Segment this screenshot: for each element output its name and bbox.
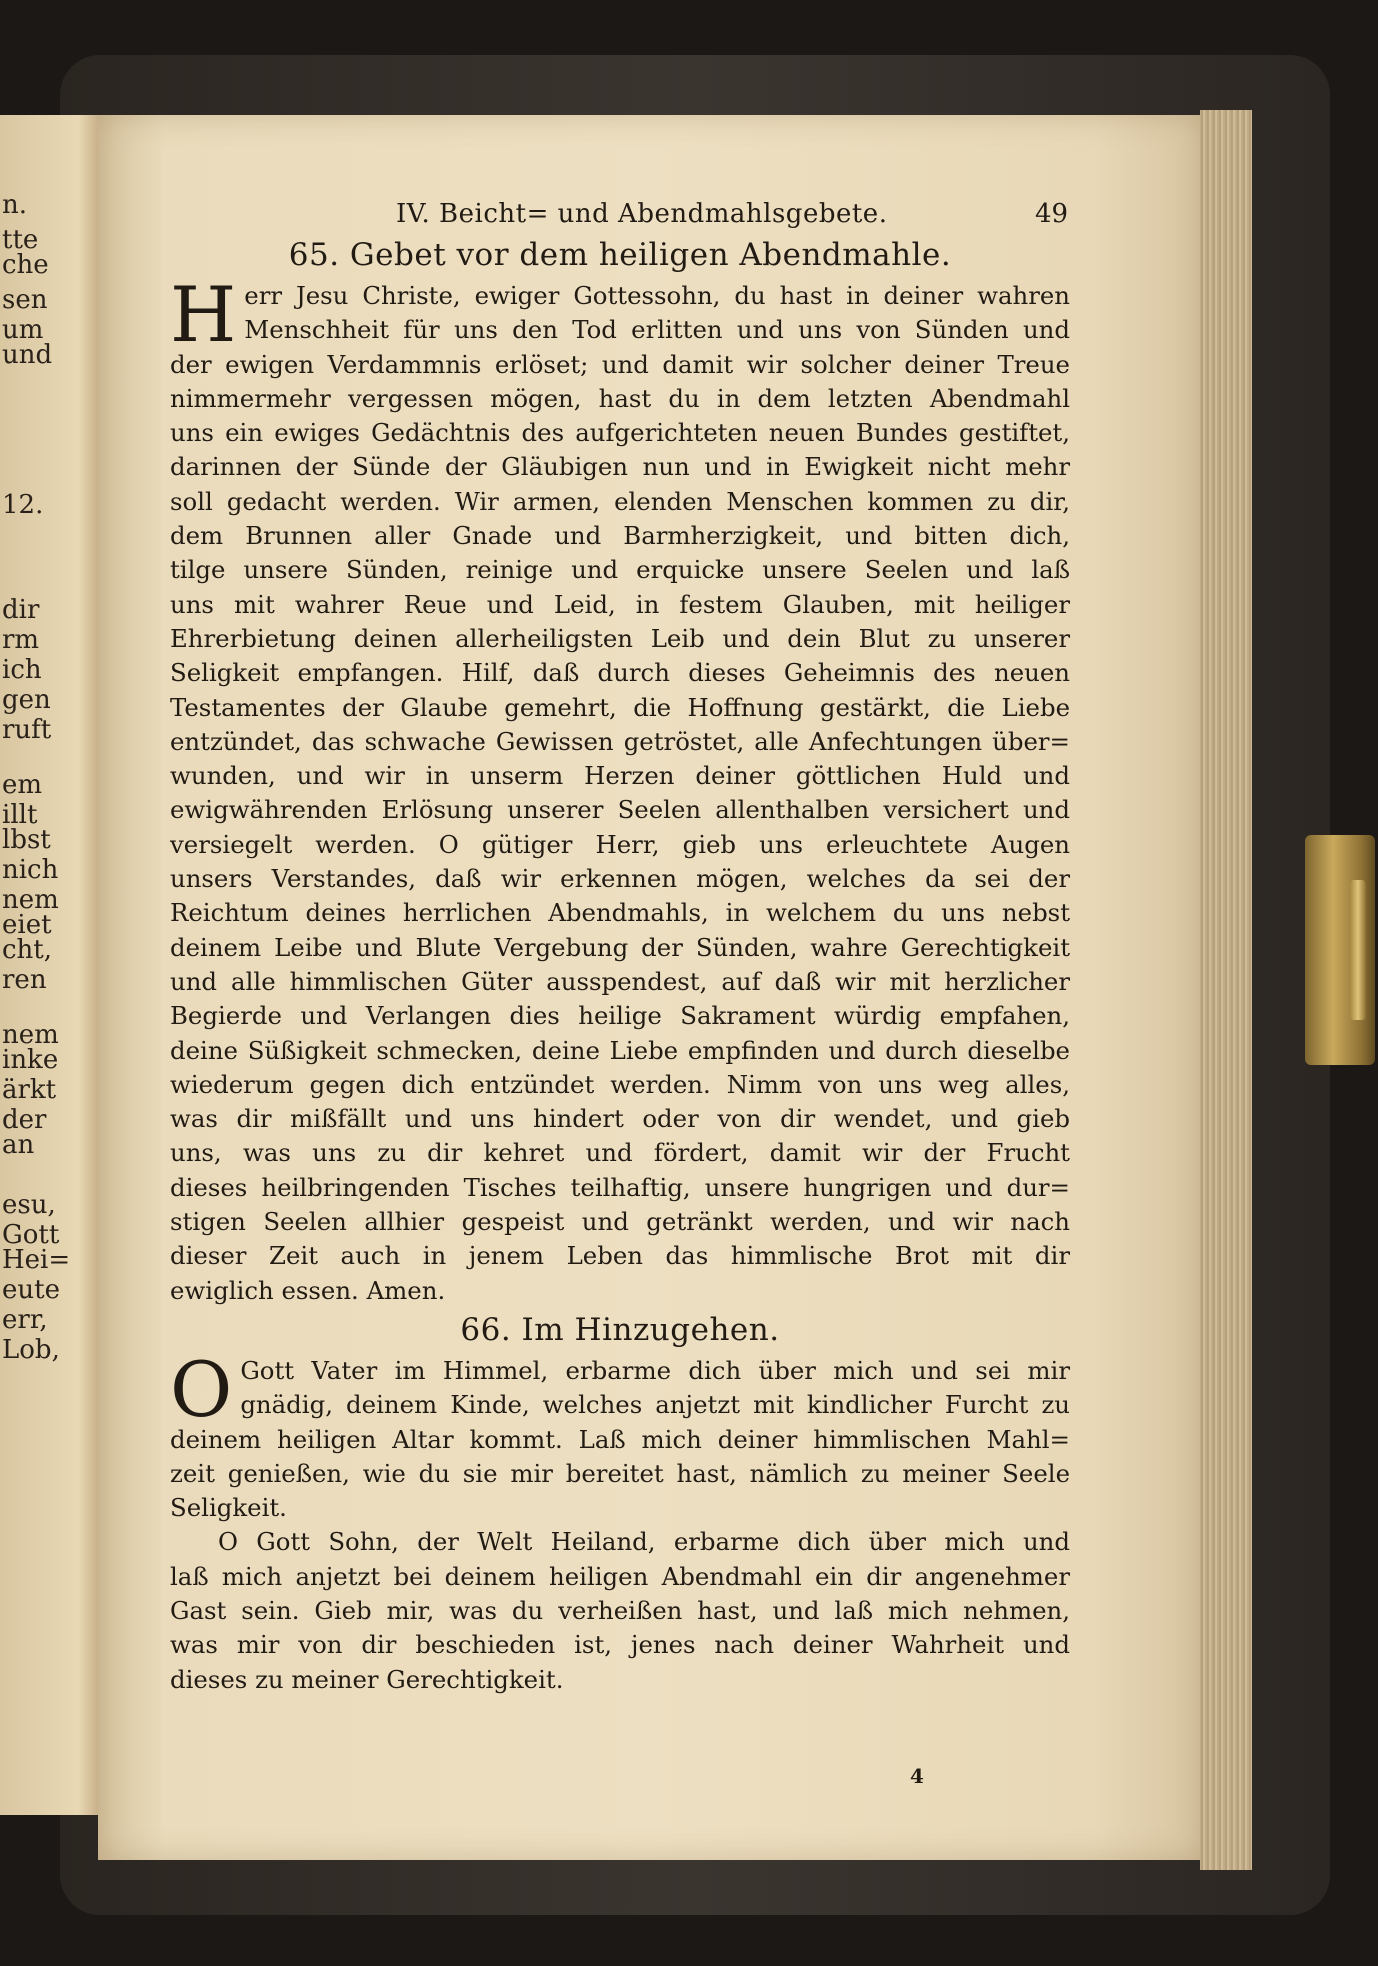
clasp-pin <box>1350 880 1366 1020</box>
text-line: Begierde und Verlangen dies heilige Sakrament würdig empfahen, <box>170 1001 1070 1031</box>
text-line: und alle himmlischen Güter ausspendest, auf daß wir mit herzlicher <box>170 966 1070 996</box>
left-page-fragment: rm <box>2 625 40 655</box>
text-line: Reichtum deines herrlichen Abendmahls, in welchem du uns nebst <box>170 898 1070 928</box>
left-page-fragment: nem <box>2 1020 59 1050</box>
left-page-fragment: esu, <box>2 1190 56 1220</box>
text-line: err Jesu Christe, ewiger Gottessohn, du hast in deiner wahren <box>244 281 1070 310</box>
text-line: entzündet, das schwache Gewissen getröstet, alle Anfechtungen über= <box>170 726 1070 756</box>
left-page-fragment: an <box>2 1130 35 1160</box>
left-page-fragment: che <box>2 250 49 280</box>
left-page-fragment: ich <box>2 655 42 685</box>
left-page-fragment: Hei= <box>2 1245 71 1275</box>
left-page-fragment: ruft <box>2 715 52 745</box>
left-page-fragment: err, <box>2 1305 48 1335</box>
left-page-fragment: n. <box>2 190 28 220</box>
text-line: tilge unsere Sünden, reinige und erquicke unsere Seelen und laß <box>170 555 1070 585</box>
text-line: uns, was uns zu dir kehret und fördert, damit wir der Frucht <box>170 1138 1070 1168</box>
header-title: IV. Beicht= und Abendmahlsgebete. <box>396 199 888 229</box>
text-line: ewigwährenden Erlösung unserer Seelen allenthalben versichert und <box>170 795 1070 825</box>
text-line: laß mich anjetzt bei deinem heiligen Abendmahl ein dir angenehmer <box>170 1561 1070 1591</box>
left-page-fragment: eiet <box>2 910 52 940</box>
text-line: deine Süßigkeit schmecken, deine Liebe empfinden und durch dieselbe <box>170 1035 1070 1065</box>
left-page-fragment: um <box>2 315 44 345</box>
left-page-fragment: em <box>2 770 43 800</box>
dropcap: H <box>170 270 237 359</box>
left-page-fragment: ärkt <box>2 1075 57 1105</box>
text-line: Ehrerbietung deinen allerheiligsten Leib und dein Blut zu unserer <box>170 623 1070 653</box>
text-line: dieses heilbringenden Tisches teilhaftig, unsere hungrigen und dur= <box>170 1172 1070 1202</box>
left-page-fragment: dir <box>2 595 40 625</box>
section-65-title: 65. Gebet vor dem heiligen Abendmahle. <box>288 237 952 273</box>
text-line: was dir mißfällt und uns hindert oder von dir wendet, und gieb <box>170 1104 1070 1134</box>
text-line: stigen Seelen allhier gespeist und getränkt werden, und wir nach <box>170 1207 1070 1237</box>
left-page-fragment: nem <box>2 885 59 915</box>
left-page-fragment: tte <box>2 225 39 255</box>
left-page-edge <box>0 115 98 1815</box>
left-page-fragment: eute <box>2 1275 60 1305</box>
text-line: der ewigen Verdammnis erlöset; und damit wir solcher deiner Treue <box>170 349 1070 379</box>
text-line: uns mit wahrer Reue und Leid, in festem Glauben, mit heiliger <box>170 589 1070 619</box>
left-page-fragment: inke <box>2 1045 59 1075</box>
text-line: zeit genießen, wie du sie mir bereitet hast, nämlich zu meiner Seele <box>170 1458 1070 1488</box>
text-line: soll gedacht werden. Wir armen, elenden Menschen kommen zu dir, <box>170 486 1070 516</box>
left-page-fragment: nich <box>2 855 59 885</box>
page-number: 49 <box>1035 199 1069 229</box>
text-line: Testamentes der Glaube gemehrt, die Hoffnung gestärkt, die Liebe <box>170 692 1070 722</box>
text-line: Seligkeit empfangen. Hilf, daß durch dieses Geheimnis des neuen <box>170 658 1070 688</box>
text-line: darinnen der Sünde der Gläubigen nun und in Ewigkeit nicht mehr <box>170 452 1070 482</box>
left-page-fragment: illt <box>2 800 38 830</box>
text-line: wunden, und wir in unserm Herzen deiner göttlichen Huld und <box>170 761 1070 791</box>
signature-mark: 4 <box>910 1764 924 1788</box>
text-line: Menschheit für uns den Tod erlitten und uns von Sünden und <box>244 315 1070 345</box>
section-66-body <box>170 1344 1070 1697</box>
text-line: deinem heiligen Altar kommt. Laß mich deiner himmlischen Mahl= <box>170 1424 1070 1454</box>
left-page-fragment: lbst <box>2 825 51 855</box>
page-edges <box>1200 110 1252 1870</box>
text-line: versiegelt werden. O gütiger Herr, gieb uns erleuchtete Augen <box>170 829 1070 859</box>
section-66-title: 66. Im Hinzugehen. <box>460 1311 780 1348</box>
left-page-fragment: Lob, <box>2 1335 60 1365</box>
text-line: gnädig, deinem Kinde, welches anjetzt mit kindlicher Furcht zu <box>240 1390 1070 1420</box>
text-line: unsers Verstandes, daß wir erkennen mögen, welches da sei der <box>170 864 1070 894</box>
text-line: Gott Vater im Himmel, erbarme dich über mich und sei mir <box>240 1355 1070 1385</box>
text-line: was mir von dir beschieden ist, jenes nach deiner Wahrheit und <box>170 1630 1070 1660</box>
section-65-body <box>170 270 1070 1308</box>
left-page-fragment: sen <box>2 285 48 315</box>
text-line: nimmermehr vergessen mögen, hast du in dem letzten Abendmahl <box>170 383 1070 413</box>
text-line: uns ein ewiges Gedächtnis des aufgerichteten neuen Bundes gestiftet, <box>170 418 1070 448</box>
text-line: dieses zu meiner Gerechtigkeit. <box>170 1664 564 1694</box>
page-content <box>170 195 1070 1697</box>
text-line: wiederum gegen dich entzündet werden. Nimm von uns weg alles, <box>170 1069 1070 1099</box>
left-page-fragment: cht, <box>2 935 53 965</box>
text-line: dem Brunnen aller Gnade und Barmherzigkeit, und bitten dich, <box>170 521 1070 551</box>
left-page-fragment: Gott <box>2 1220 60 1250</box>
left-page-fragment: ren <box>2 965 47 995</box>
text-line: deinem Leibe und Blute Vergebung der Sünden, wahre Gerechtigkeit <box>170 932 1070 962</box>
left-page-fragment: der <box>2 1105 47 1135</box>
running-header <box>170 195 1070 235</box>
dropcap: O <box>170 1344 233 1434</box>
text-line: O Gott Sohn, der Welt Heiland, erbarme dich über mich und <box>218 1527 1070 1557</box>
text-line: Gast sein. Gieb mir, was du verheißen hast, und laß mich nehmen, <box>170 1595 1070 1625</box>
text-line: Seligkeit. <box>170 1493 287 1523</box>
left-page-fragment: gen <box>2 685 51 715</box>
text-line: ewiglich essen. Amen. <box>170 1275 446 1305</box>
text-line: dieser Zeit auch in jenem Leben das himmlische Brot mit dir <box>170 1241 1070 1271</box>
left-page-fragment: 12. <box>2 490 44 520</box>
left-page-fragment: und <box>2 340 53 370</box>
